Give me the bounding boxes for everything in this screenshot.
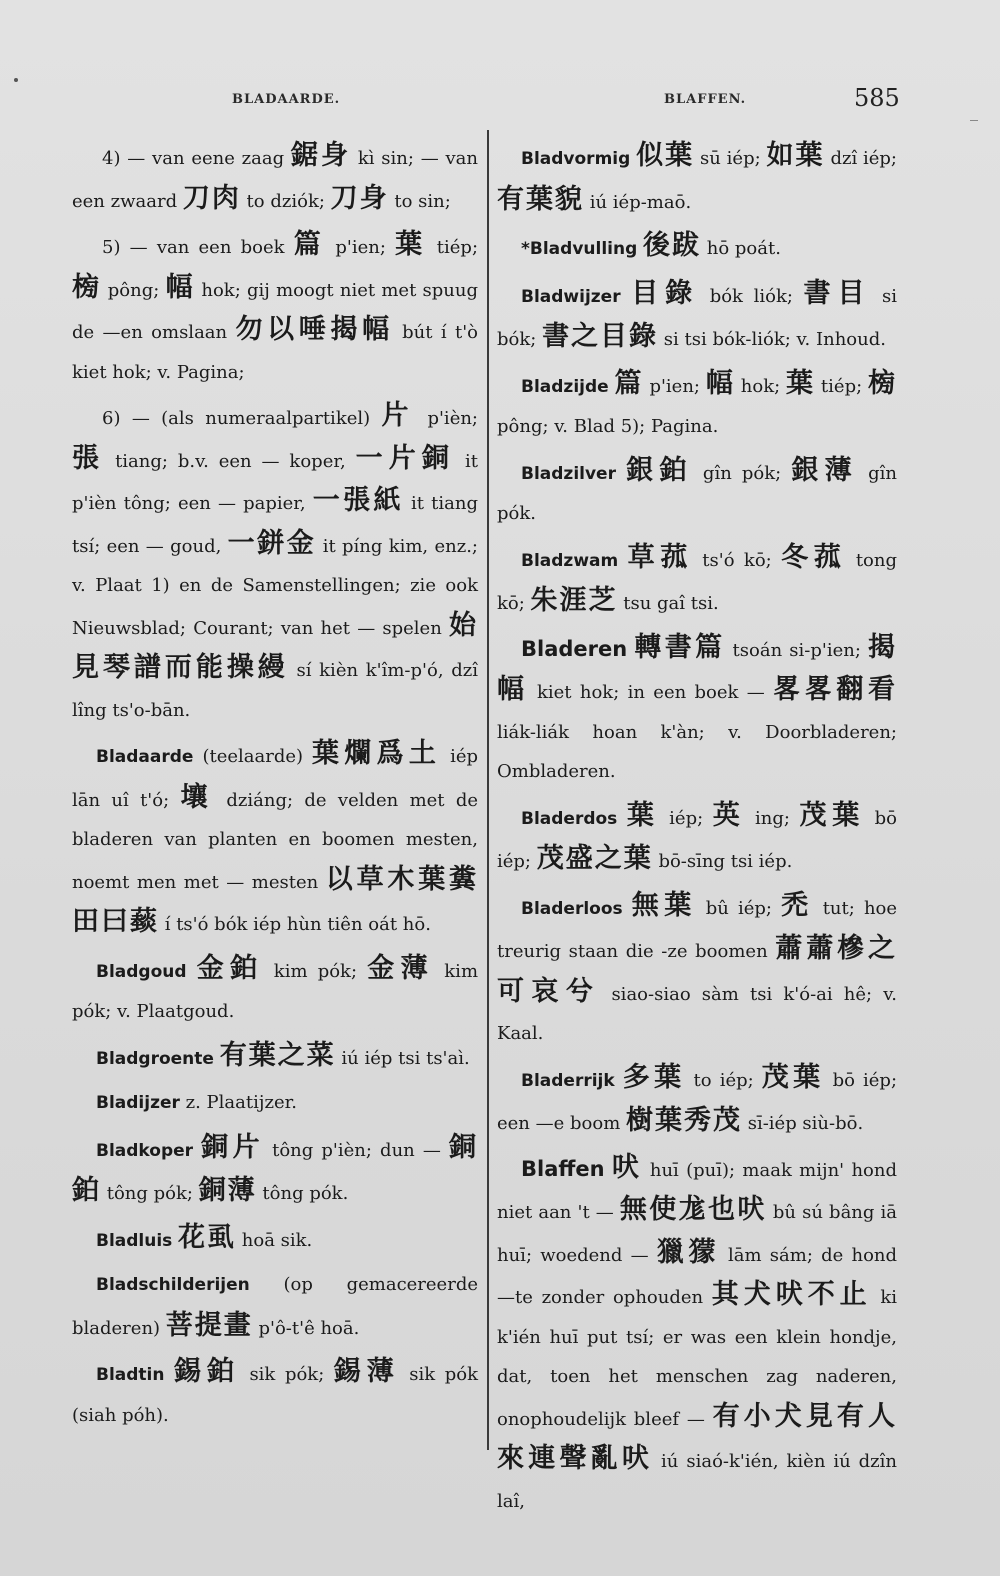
entry-body: 吠 huī (puī); maak mijn' hond niet aan 't — 無使尨也吠 bû sú bâng iā huī; woedend — 獵獴 lām sám; de hond —te zonder ophouden 其犬吠不止 ki k'ién huī put tsí; er was een klein hondje, dat, toen het menschen zag naderen, onophoudelijk bleef — 有小犬見有人來連聲亂吠 iú siaó-k'ién, kièn iú dzîn laî, <box>497 1151 898 1512</box>
dictionary-entry <box>497 226 897 270</box>
entry-body: 銀鉑 gîn pók; 銀薄 gîn pók. <box>497 454 898 524</box>
dictionary-entry <box>497 886 897 1054</box>
entry-body: 似葉 sū iép; 如葉 dzî iép; 有葉貌 iú iép-maō. <box>497 140 897 215</box>
entry-body: 花虱 hoā sik. <box>178 1221 313 1253</box>
right-column <box>497 136 897 1521</box>
entry-headword: Bladerrijk <box>521 1070 615 1091</box>
running-head-left: BLADAARDE. <box>232 92 341 107</box>
entry-body: 轉書篇 tsoán si-p'ien; 揭幅 kiet hok; in een boek — 畧畧翻看 liák-liák hoan k'àn; v. Doorbladeren; Ombladeren. <box>497 631 898 782</box>
running-head-right: BLAFFEN. <box>664 92 747 107</box>
entry-body: 4) — van eene zaag 鋸身 kì sin; — van een zwaard 刀肉 to dziók; 刀身 to sin; <box>72 140 478 214</box>
entry-body: 後跋 hō poát. <box>643 230 781 261</box>
entry-body: 葉 iép; 英 ing; 茂葉 bō iép; 茂盛之葉 bō-sīng tsi iép. <box>497 799 897 874</box>
dictionary-entry <box>497 451 897 534</box>
entry-body: 6) — (als numeraalpartikel) 片 p'ièn; 張 tiang; b.v. een — koper, 一片銅 it p'ièn tông; een — papier, 一張紙 it tiang tsí; een — goud, 一鉼金 it píng kim, enz.; v. Plaat 1) en de Samenstellingen; zie ook Nieuwsblad; Courant; van het — spelen 始見琴譜而能操縵 sí kièn k'îm-p'ó, dzî lîng ts'o-bān. <box>72 400 479 721</box>
dictionary-entry <box>72 136 478 221</box>
dictionary-entry <box>497 274 897 360</box>
entry-headword: Bladschilderijen <box>96 1275 250 1295</box>
entry-headword: Bladzwam <box>521 550 619 571</box>
entry-body: 5) — van een boek 篇 p'ien; 葉 tiép; 㮄 pông; 幅 hok; gij moogt niet met spuug de —en omslaan 勿以唾揭幅 bút í t'ò kiet hok; v. Pagina; <box>72 229 479 383</box>
entry-headword: Bladeren <box>521 636 628 661</box>
entry-headword: Bladgroente <box>96 1048 214 1069</box>
entry-headword: *Bladvulling <box>521 239 638 259</box>
entry-body: 草菰 ts'ó kō; 冬菰 tong kō; 朱涯芝 tsu gaî tsi. <box>497 541 897 616</box>
dictionary-entry <box>497 136 897 222</box>
entry-headword: Bladijzer <box>96 1093 180 1113</box>
entry-headword: Bladvormig <box>521 149 631 169</box>
entry-body: 目錄 bók liók; 書目 si bók; 書之目錄 si tsi bók-liók; v. Inhoud. <box>497 277 898 352</box>
entry-headword: Bladtin <box>96 1365 165 1385</box>
entry-headword: Bladaarde <box>96 747 194 767</box>
dictionary-entry <box>497 538 897 624</box>
margin-speck <box>14 78 18 82</box>
dictionary-entry <box>72 734 478 945</box>
entry-body: 銅片 tông p'ièn; dun — 銅鉑 tông pók; 銅薄 tông pók. <box>72 1131 478 1206</box>
dictionary-entry <box>72 225 478 392</box>
dictionary-entry <box>72 1128 478 1214</box>
entry-headword: Bladerloos <box>521 898 623 919</box>
dictionary-entry <box>72 1083 478 1124</box>
dictionary-entry <box>497 1148 897 1522</box>
entry-headword: Blaffen <box>521 1156 605 1181</box>
entry-headword: Bladerdos <box>521 808 618 829</box>
entry-body: 無葉 bû iép; 禿 tut; hoe treurig staan die -ze boomen 蕭蕭槮之可哀兮 siao-siao sàm tsi k'ó-ai hê; v. Kaal. <box>497 889 898 1044</box>
dictionary-entry <box>72 1036 478 1080</box>
entry-body: 錫鉑 sik pók; 錫薄 sik pók (siah póh). <box>72 1356 478 1426</box>
dictionary-entry <box>497 628 897 792</box>
entry-body: 篇 p'ien; 幅 hok; 葉 tiép; 㮄 pông; v. Blad 5); Pagina. <box>497 367 897 437</box>
entry-body: (op gemacereerde bladeren) 菩提畫 p'ô-t'ê hoā. <box>72 1274 478 1341</box>
dictionary-entry <box>72 1265 478 1348</box>
entry-body: z. Plaatijzer. <box>185 1092 297 1113</box>
entry-headword: Bladzijde <box>521 376 609 397</box>
entry-body: (teelaarde) 葉爛爲土 iép lān uî t'ó; 壤 dziáng; de velden met de bladeren van planten en boomen mesten, noemt men met — mesten 以草木葉糞田曰䕭 í ts'ó bók iép hùn tiên oát hō. <box>72 738 479 937</box>
column-divider <box>487 130 489 1450</box>
dictionary-entry <box>497 1058 897 1144</box>
dictionary-entry <box>497 796 897 882</box>
dictionary-entry <box>72 396 478 730</box>
entry-body: 金鉑 kim pók; 金薄 kim pók; v. Plaatgoud. <box>72 952 479 1022</box>
dictionary-entry <box>72 1218 478 1262</box>
entry-headword: Bladgoud <box>96 961 187 982</box>
dictionary-entry <box>72 1352 478 1435</box>
left-column <box>72 136 478 1435</box>
entry-headword: Bladzilver <box>521 463 616 484</box>
entry-body: 有葉之菜 iú iép tsi ts'aì. <box>219 1039 470 1071</box>
entry-headword: Bladluis <box>96 1230 173 1251</box>
entry-headword: Bladkoper <box>96 1140 194 1161</box>
edge-mark <box>970 120 978 121</box>
dictionary-entry <box>497 364 897 447</box>
entry-body: 多葉 to iép; 茂葉 bō iép; een —e boom 樹葉秀茂 sī-iép siù-bō. <box>497 1061 898 1136</box>
page-number: 585 <box>854 84 900 112</box>
dictionary-entry <box>72 949 478 1032</box>
entry-headword: Bladwijzer <box>521 286 621 307</box>
